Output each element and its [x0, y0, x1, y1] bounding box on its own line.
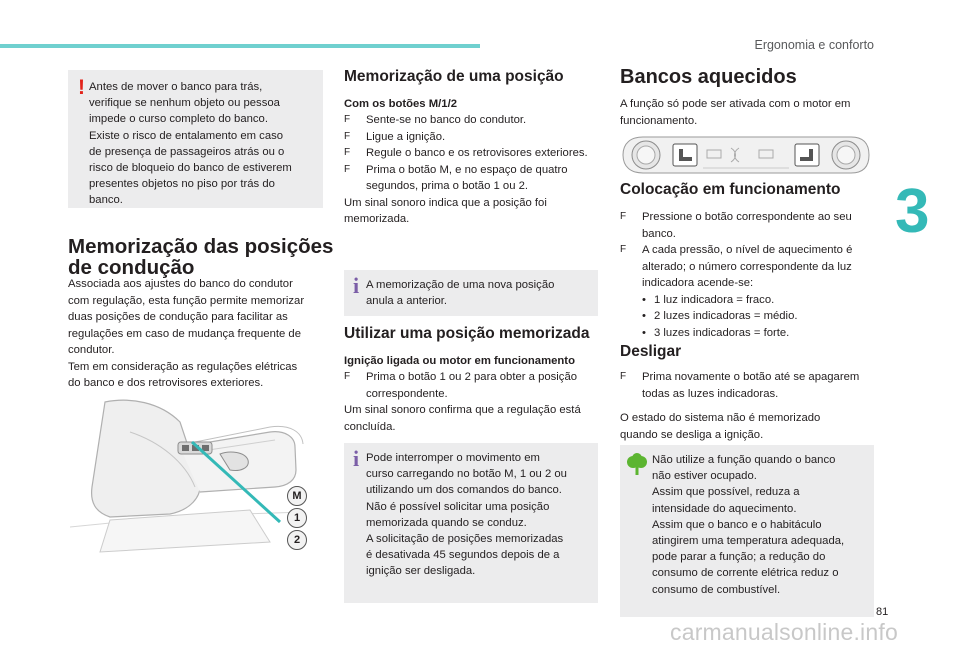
level-item: [620, 308, 880, 325]
info-box-memorization: [344, 270, 598, 316]
bullet-icon: F: [620, 244, 627, 255]
level-text: 3 luzes indicadoras = forte.: [654, 326, 790, 339]
memory-button-2: 2: [287, 530, 307, 550]
section-title: Ergonomia e conforto: [754, 38, 874, 52]
list-item: [344, 369, 606, 402]
note-line: memorizada.: [344, 213, 410, 225]
info-text: [366, 450, 592, 580]
eco-line: Não utilize a função quando o banco: [652, 454, 836, 466]
info-line: ignição ser desligada.: [366, 565, 476, 578]
heated-seats-heading: Bancos aquecidos: [620, 66, 797, 88]
info-line: Não é possível solicitar uma posição: [366, 500, 550, 513]
eco-line: Assim que possível, reduza a: [652, 486, 800, 499]
use-position-steps: [344, 369, 606, 435]
level-item: [620, 325, 880, 342]
warning-box: [68, 70, 323, 208]
eco-box: [620, 445, 874, 617]
info-icon: i: [353, 273, 360, 298]
list-item: [344, 162, 604, 195]
memorization-description: [68, 276, 330, 392]
item-text: indicadora acende-se:: [642, 277, 754, 289]
memorize-buttons-subtitle: Com os botões M/1/2: [344, 98, 457, 110]
text-line: O estado do sistema não é memorizado: [620, 412, 821, 424]
warning-line: presentes objetos no piso por trás do: [89, 178, 275, 191]
heated-seat-panel-illustration: [619, 134, 873, 176]
eco-line: consumo de combustível.: [652, 583, 781, 596]
text-line: Associada aos ajustes do banco do condutor: [68, 278, 293, 290]
item-text: segundos, prima o botão 1 ou 2.: [366, 180, 529, 192]
eco-text: [652, 452, 870, 598]
info-line: curso carregando no botão M, 1 ou 2 ou: [366, 468, 567, 481]
note-line: Um sinal sonoro indica que a posição foi: [344, 196, 547, 209]
eco-line: pode parar a função; a redução do: [652, 551, 826, 564]
text-line: A função só pode ser ativada com o motor em: [620, 98, 851, 110]
note-line: concluída.: [344, 420, 396, 433]
level-item: [620, 292, 880, 309]
control-panel-drawing: [619, 134, 873, 176]
item-text: Prima o botão 1 ou 2 para obter a posição: [366, 371, 578, 383]
info-icon: i: [353, 446, 360, 471]
note-line: Um sinal sonoro confirma que a regulação está: [344, 404, 581, 416]
item-text: alterado; o número correspondente da luz: [642, 260, 852, 273]
info-text: [366, 277, 592, 309]
page-number: 81: [876, 606, 889, 618]
pointer-line: [190, 440, 300, 530]
bullet-icon: F: [344, 163, 351, 175]
info-line: A memorização de uma nova posição: [366, 279, 555, 291]
text-line: regulações em caso de mudança frequente de: [68, 327, 301, 340]
dot-icon: •: [642, 293, 646, 306]
list-item: [344, 112, 604, 129]
watermark: carmanualsonline.info: [670, 619, 898, 645]
warning-line: banco.: [89, 194, 123, 207]
info-box-interrupt: [344, 443, 598, 603]
item-text: banco.: [642, 227, 676, 240]
info-line: memorizada quando se conduz.: [366, 516, 527, 529]
use-position-heading: Utilizar uma posição memorizada: [344, 325, 590, 342]
warning-line: Antes de mover o banco para trás,: [89, 81, 263, 93]
header-accent-bar: [0, 44, 480, 48]
list-item: [620, 209, 880, 242]
warning-line: verifique se nenhum objeto ou pessoa: [89, 97, 280, 110]
bullet-icon: F: [344, 130, 351, 142]
eco-line: intensidade do aquecimento.: [652, 502, 797, 515]
warning-text: [89, 79, 317, 209]
info-line: Pode interromper o movimento em: [366, 452, 540, 464]
text-line: funcionamento.: [620, 114, 698, 127]
warning-icon: !: [78, 76, 85, 99]
dot-icon: •: [642, 326, 646, 339]
item-text: Pressione o botão correspondente ao seu: [642, 211, 852, 223]
warning-line: impede o curso completo do banco.: [89, 113, 268, 126]
memorize-position-heading: Memorização de uma posição: [344, 68, 564, 85]
item-text: correspondente.: [366, 387, 448, 400]
item-text: Regule o banco e os retrovisores exteriores.: [366, 147, 588, 159]
info-line: é desativada 45 segundos depois de a: [366, 549, 560, 562]
info-line: anula a anterior.: [366, 295, 448, 308]
bullet-icon: F: [344, 114, 351, 125]
activation-steps: [620, 209, 880, 341]
text-line: duas posições de condução para facilitar as: [68, 311, 288, 323]
bullet-icon: F: [344, 147, 351, 158]
eco-tree-icon: [626, 453, 648, 477]
item-text: Prima o botão M, e no espaço de quatro: [366, 163, 568, 176]
text-line: condutor.: [68, 344, 115, 356]
heated-seats-intro: [620, 96, 880, 129]
switch-off-steps: [620, 369, 880, 402]
info-line: A solicitação de posições memorizadas: [366, 533, 564, 546]
eco-line: consumo de corrente elétrica reduz o: [652, 567, 839, 580]
bullet-icon: F: [620, 371, 627, 382]
activation-heading: Colocação em funcionamento: [620, 181, 841, 198]
warning-line: risco de bloqueio do banco de estiverem: [89, 162, 292, 175]
chapter-number: 3: [895, 177, 930, 246]
item-text: Sente-se no banco do condutor.: [366, 114, 527, 126]
list-item: [620, 369, 880, 402]
bullet-icon: F: [620, 211, 627, 222]
item-text: Prima novamente o botão até se apagarem: [642, 371, 860, 383]
memorization-heading: [68, 236, 338, 278]
list-item: [620, 242, 880, 292]
list-item: [344, 145, 604, 162]
memory-button-1: 1: [287, 508, 307, 528]
eco-line: atingirem uma temperatura adequada,: [652, 535, 845, 548]
warning-line: Existe o risco de entalamento em caso: [89, 129, 284, 142]
list-item: [344, 129, 604, 146]
text-line: Tem em consideração as regulações elétricas: [68, 360, 298, 373]
use-position-subtitle: Ignição ligada ou motor em funcionamento: [344, 355, 575, 367]
warning-line: de presença de passageiros atrás ou o: [89, 145, 285, 158]
item-text: A cada pressão, o nível de aquecimento é: [642, 244, 853, 256]
eco-line: não estiver ocupado.: [652, 470, 757, 483]
heading-line: de condução: [68, 256, 195, 279]
level-text: 1 luz indicadora = fraco.: [654, 293, 775, 306]
bullet-icon: F: [344, 371, 351, 382]
text-line: do banco e dos retrovisores exteriores.: [68, 377, 264, 389]
memorize-steps: [344, 112, 604, 228]
dot-icon: •: [642, 310, 646, 322]
text-line: com regulação, esta função permite memorizar: [68, 294, 305, 307]
switch-off-heading: Desligar: [620, 343, 682, 360]
level-text: 2 luzes indicadoras = médio.: [654, 310, 798, 322]
item-text: todas as luzes indicadoras.: [642, 387, 779, 400]
state-note: [620, 410, 880, 443]
text-line: quando se desliga a ignição.: [620, 428, 764, 441]
item-text: Ligue a ignição.: [366, 130, 446, 143]
heading-line: Memorização das posições: [68, 235, 334, 258]
info-line: utilizando um dos comandos do banco.: [366, 484, 562, 497]
memory-button-m: M: [287, 486, 307, 506]
eco-line: Assim que o banco e o habitáculo: [652, 518, 822, 531]
